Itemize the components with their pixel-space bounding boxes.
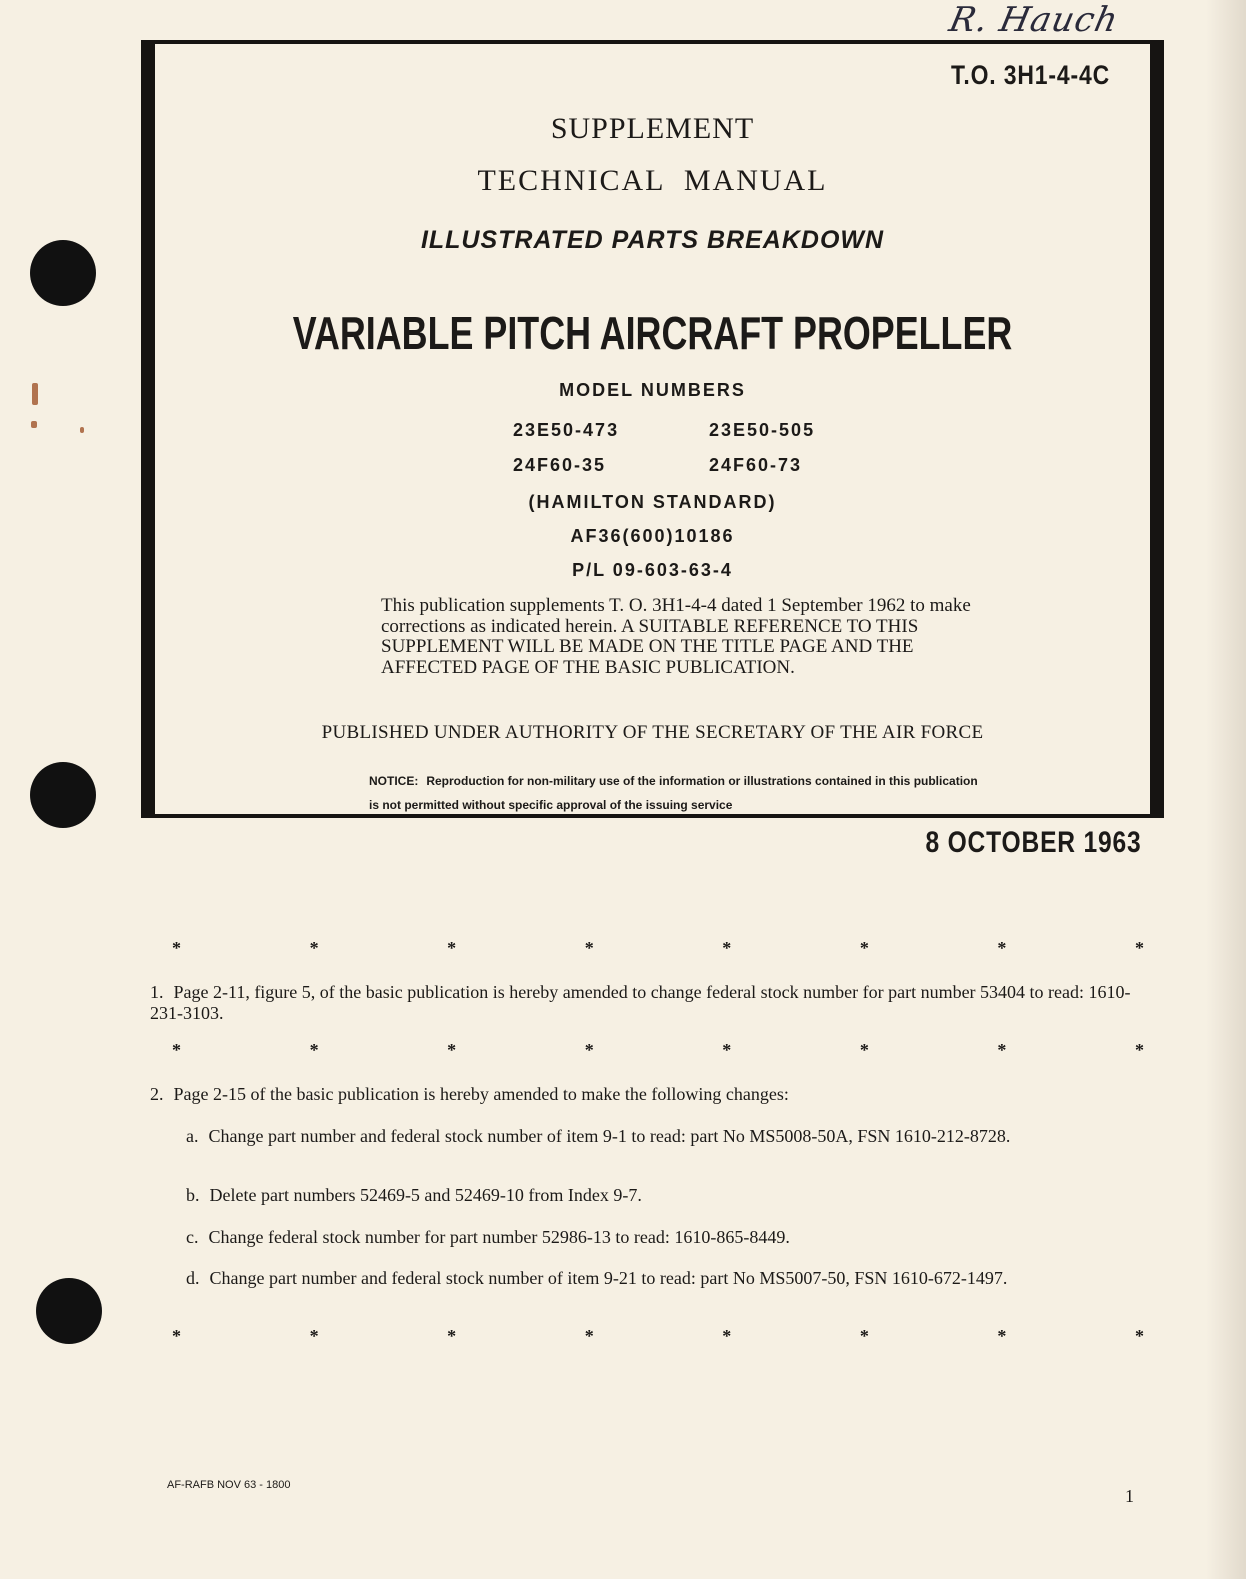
asterisk: * <box>722 1326 732 1346</box>
manufacturer: (HAMILTON STANDARD) <box>528 492 777 512</box>
print-code: AF-RAFB NOV 63 - 1800 <box>167 1479 291 1491</box>
paragraph-2 <box>150 1084 1142 1105</box>
asterisk: * <box>859 938 869 958</box>
asterisk: * <box>447 1326 457 1346</box>
rust-stain <box>31 421 37 428</box>
model-numbers-grid <box>513 420 873 476</box>
technical-order-number: T.O. 3H1-4-4C <box>950 60 1110 90</box>
asterisk: * <box>1134 1326 1144 1346</box>
sub-item-text: Change part number and federal stock number of item 9-1 to read: part No MS5008-50A, FSN 1610-212-8728. <box>208 1126 1011 1146</box>
document-title: VARIABLE PITCH AIRCRAFT PROPELLER <box>292 307 1013 359</box>
punch-hole-middle <box>30 762 96 828</box>
asterisk: * <box>997 1040 1007 1060</box>
asterisk: * <box>997 938 1007 958</box>
rust-stain <box>80 427 84 433</box>
separator-row <box>172 1040 1144 1061</box>
contract-number: AF36(600)10186 <box>570 526 735 546</box>
model-numbers-label: MODEL NUMBERS <box>559 380 746 400</box>
asterisk: * <box>172 1040 181 1060</box>
paragraph-number: 1. <box>150 982 164 1002</box>
asterisk: * <box>584 938 594 958</box>
model-number: 23E50-505 <box>709 420 816 440</box>
asterisk: * <box>1134 1040 1144 1060</box>
paper-edge-shading <box>1206 0 1246 1579</box>
sub-item-b <box>150 1185 1142 1206</box>
authority-statement: PUBLISHED UNDER AUTHORITY OF THE SECRETARY OF THE AIR FORCE <box>321 722 984 743</box>
cover-box <box>141 40 1164 818</box>
sub-item-d <box>150 1268 1142 1289</box>
handwritten-signature: R. Hauch <box>945 0 1123 40</box>
asterisk: * <box>859 1326 869 1346</box>
asterisk: * <box>309 938 319 958</box>
punch-hole-bottom <box>36 1278 102 1344</box>
sub-item-letter: a. <box>186 1126 199 1146</box>
sub-item-text: Delete part numbers 52469-5 and 52469-10 from Index 9-7. <box>209 1185 642 1205</box>
sub-item-text: Change part number and federal stock number of item 9-21 to read: part No MS5007-50, FSN 1610-672-1497. <box>209 1268 1008 1288</box>
asterisk: * <box>722 1040 732 1060</box>
asterisk: * <box>172 938 181 958</box>
paragraph-text: Page 2-15 of the basic publication is hereby amended to make the following changes: <box>173 1084 789 1104</box>
paragraph-text: Page 2-11, figure 5, of the basic publication is hereby amended to change federal stock number for part number 53404 to read: 1610-231-3103. <box>150 982 1131 1023</box>
sub-item-letter: d. <box>186 1268 200 1288</box>
publication-date: 8 OCTOBER 1963 <box>925 826 1142 859</box>
asterisk: * <box>447 938 457 958</box>
sub-item-letter: b. <box>186 1185 200 1205</box>
asterisk: * <box>172 1326 181 1346</box>
sub-item-letter: c. <box>186 1227 199 1247</box>
model-number: 23E50-473 <box>513 420 620 440</box>
separator-row <box>172 1326 1144 1347</box>
model-number: 24F60-35 <box>513 455 607 475</box>
supplement-heading: SUPPLEMENT <box>550 112 755 145</box>
asterisk: * <box>1134 938 1144 958</box>
separator-row <box>172 938 1144 959</box>
page-number: 1 <box>1125 1486 1134 1506</box>
notice-label: NOTICE: <box>369 774 419 788</box>
asterisk: * <box>309 1326 319 1346</box>
asterisk: * <box>447 1040 457 1060</box>
asterisk: * <box>859 1040 869 1060</box>
rust-stain <box>32 383 38 405</box>
punch-hole-top <box>30 240 96 306</box>
sub-item-a <box>150 1126 1142 1147</box>
sub-item-text: Change federal stock number for part number 52986-13 to read: 1610-865-8449. <box>208 1227 790 1247</box>
parts-list-number: P/L 09-603-63-4 <box>572 560 733 580</box>
asterisk: * <box>584 1040 594 1060</box>
asterisk: * <box>584 1326 594 1346</box>
asterisk: * <box>997 1326 1007 1346</box>
paragraph-number: 2. <box>150 1084 164 1104</box>
asterisk: * <box>722 938 732 958</box>
sub-item-c <box>150 1227 1142 1248</box>
paragraph-1 <box>150 982 1142 1024</box>
notice-text: Reproduction for non-military use of the information or illustrations contained in this publication is not permitted without specific approval of the issuing service <box>369 774 978 812</box>
ipb-subtitle: ILLUSTRATED PARTS BREAKDOWN <box>420 226 885 254</box>
model-number: 24F60-73 <box>709 455 803 475</box>
supplement-note: This publication supplements T. O. 3H1-4-4 dated 1 September 1962 to make corrections as indicated herein. A SUITABLE REFERENCE TO THIS SUPPLEMENT WILL BE MADE ON THE TITLE PAGE AND THE AFFECTED PAGE OF THE BASIC PUBLICATION. <box>381 595 971 678</box>
notice <box>369 769 989 817</box>
asterisk: * <box>309 1040 319 1060</box>
technical-manual-heading: TECHNICAL MANUAL <box>477 164 828 197</box>
